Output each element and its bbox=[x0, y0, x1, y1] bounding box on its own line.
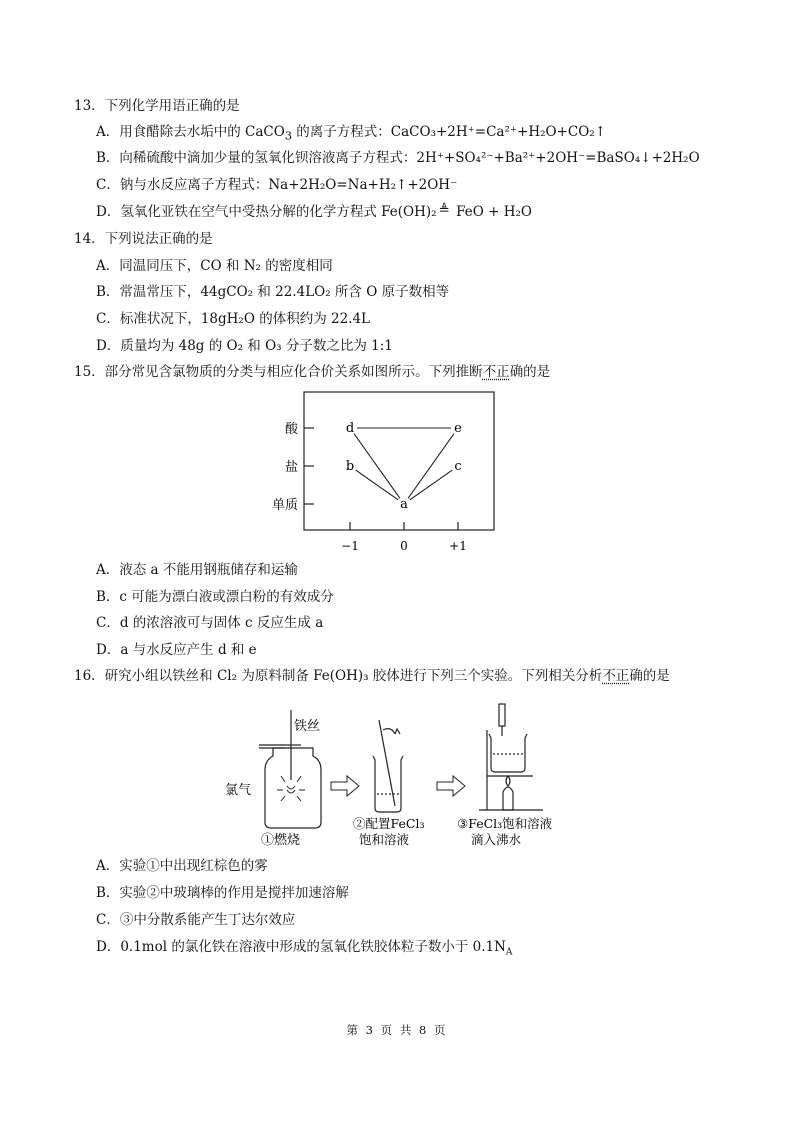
q16-option-d: D．0.1mol 的氯化铁在溶液中形成的氢氧化铁胶体粒子数小于 $0.1N_A$ bbox=[96, 939, 513, 958]
fig-label-step3a: ③FeCl₃饱和溶液 bbox=[457, 816, 553, 831]
point-label-a: a bbox=[400, 497, 408, 512]
q14-option-b: B．常温常压下，44gCO₂ 和 22.4LO₂ 所含 O 原子数相等 bbox=[96, 284, 450, 300]
arrow-icon bbox=[437, 776, 465, 796]
arrow-icon bbox=[331, 776, 359, 796]
q13-option-c: C．钠与水反应离子方程式：Na+2H₂O=Na+H₂↑+2OH⁻ bbox=[96, 177, 458, 193]
page-footer: 第 3 页 共 8 页 bbox=[346, 1023, 448, 1037]
q13-option-a: A．用食醋除去水垢中的 CaCO$_3$ 的离子方程式：CaCO₃+2H⁺=Ca²⁺+H₂O+CO₂↑ bbox=[96, 124, 607, 143]
chart-edge bbox=[354, 434, 400, 499]
y-tick-label: 单质 bbox=[271, 498, 298, 513]
chart-edge bbox=[356, 470, 399, 500]
x-tick-label: −1 bbox=[341, 539, 359, 553]
q15-option-d: D．a 与水反应产生 d 和 e bbox=[96, 642, 257, 658]
heating-arrow: ≜ bbox=[438, 202, 450, 218]
chlorine-valence-chart bbox=[270, 388, 500, 558]
chart-edge bbox=[408, 434, 454, 499]
point-label-b: b bbox=[345, 459, 355, 474]
q16-option-b: B．实验②中玻璃棒的作用是搅拌加速溶解 bbox=[96, 885, 349, 901]
fig-label-wire: 铁丝 bbox=[294, 719, 321, 734]
q14-stem: 14．下列说法正确的是 bbox=[74, 231, 213, 247]
q15-option-c: C．d 的浓溶液可与固体 c 反应生成 a bbox=[96, 615, 324, 631]
x-tick-label: 0 bbox=[400, 539, 408, 553]
point-label-c: c bbox=[454, 459, 462, 474]
heating-setup-icon bbox=[479, 704, 543, 810]
experiment-figure bbox=[225, 690, 565, 850]
q16-stem: 16．研究小组以铁丝和 Cl₂ 为原料制备 Fe(OH)₃ 胶体进行下列三个实验。下列相关分析不正确的是 bbox=[74, 668, 670, 684]
q14-option-c: C．标准状况下，18gH₂O 的体积约为 22.4L bbox=[96, 311, 371, 327]
q15-option-a: A．液态 a 不能用钢瓶储存和运输 bbox=[96, 562, 298, 578]
q15-option-b: B．c 可能为漂白液或漂白粉的有效成分 bbox=[96, 589, 334, 605]
beaker-stirring-icon bbox=[373, 720, 403, 812]
fig-label-step1: ①燃烧 bbox=[261, 833, 301, 848]
fig-label-step2a: ②配置FeCl₃ bbox=[353, 816, 425, 831]
y-tick-label: 酸 bbox=[284, 422, 298, 437]
x-tick-label: +1 bbox=[449, 539, 467, 553]
point-label-e: e bbox=[454, 421, 462, 436]
q13-option-b: B．向稀硫酸中滴加少量的氢氧化钡溶液离子方程式：2H⁺+SO₄²⁻+Ba²⁺+2OH⁻=BaSO₄↓+2H₂O bbox=[96, 150, 700, 166]
q13-option-d: D．氢氧化亚铁在空气中受热分解的化学方程式 Fe(OH)₂ ≜ FeO + H₂O bbox=[96, 202, 532, 220]
q16-option-c: C．③中分散系能产生丁达尔效应 bbox=[96, 912, 296, 928]
point-label-d: d bbox=[345, 421, 355, 436]
q15-stem: 15．部分常见含氯物质的分类与相应化合价关系如图所示。下列推断不正确的是 bbox=[74, 364, 551, 380]
fig-label-gas: 氯气 bbox=[225, 783, 252, 798]
chart-edge bbox=[410, 470, 453, 500]
q14-option-a: A．同温同压下，CO 和 N₂ 的密度相同 bbox=[96, 258, 333, 274]
q16-option-a: A．实验①中出现红棕色的雾 bbox=[96, 858, 268, 874]
fig-label-step2b: 饱和溶液 bbox=[359, 832, 410, 847]
y-tick-label: 盐 bbox=[284, 460, 298, 475]
q14-option-d: D．质量均为 48g 的 O₂ 和 O₃ 分子数之比为 1:1 bbox=[96, 338, 393, 354]
fig-label-step3b: 滴入沸水 bbox=[471, 832, 522, 847]
q13-stem: 13．下列化学用语正确的是 bbox=[74, 98, 240, 114]
